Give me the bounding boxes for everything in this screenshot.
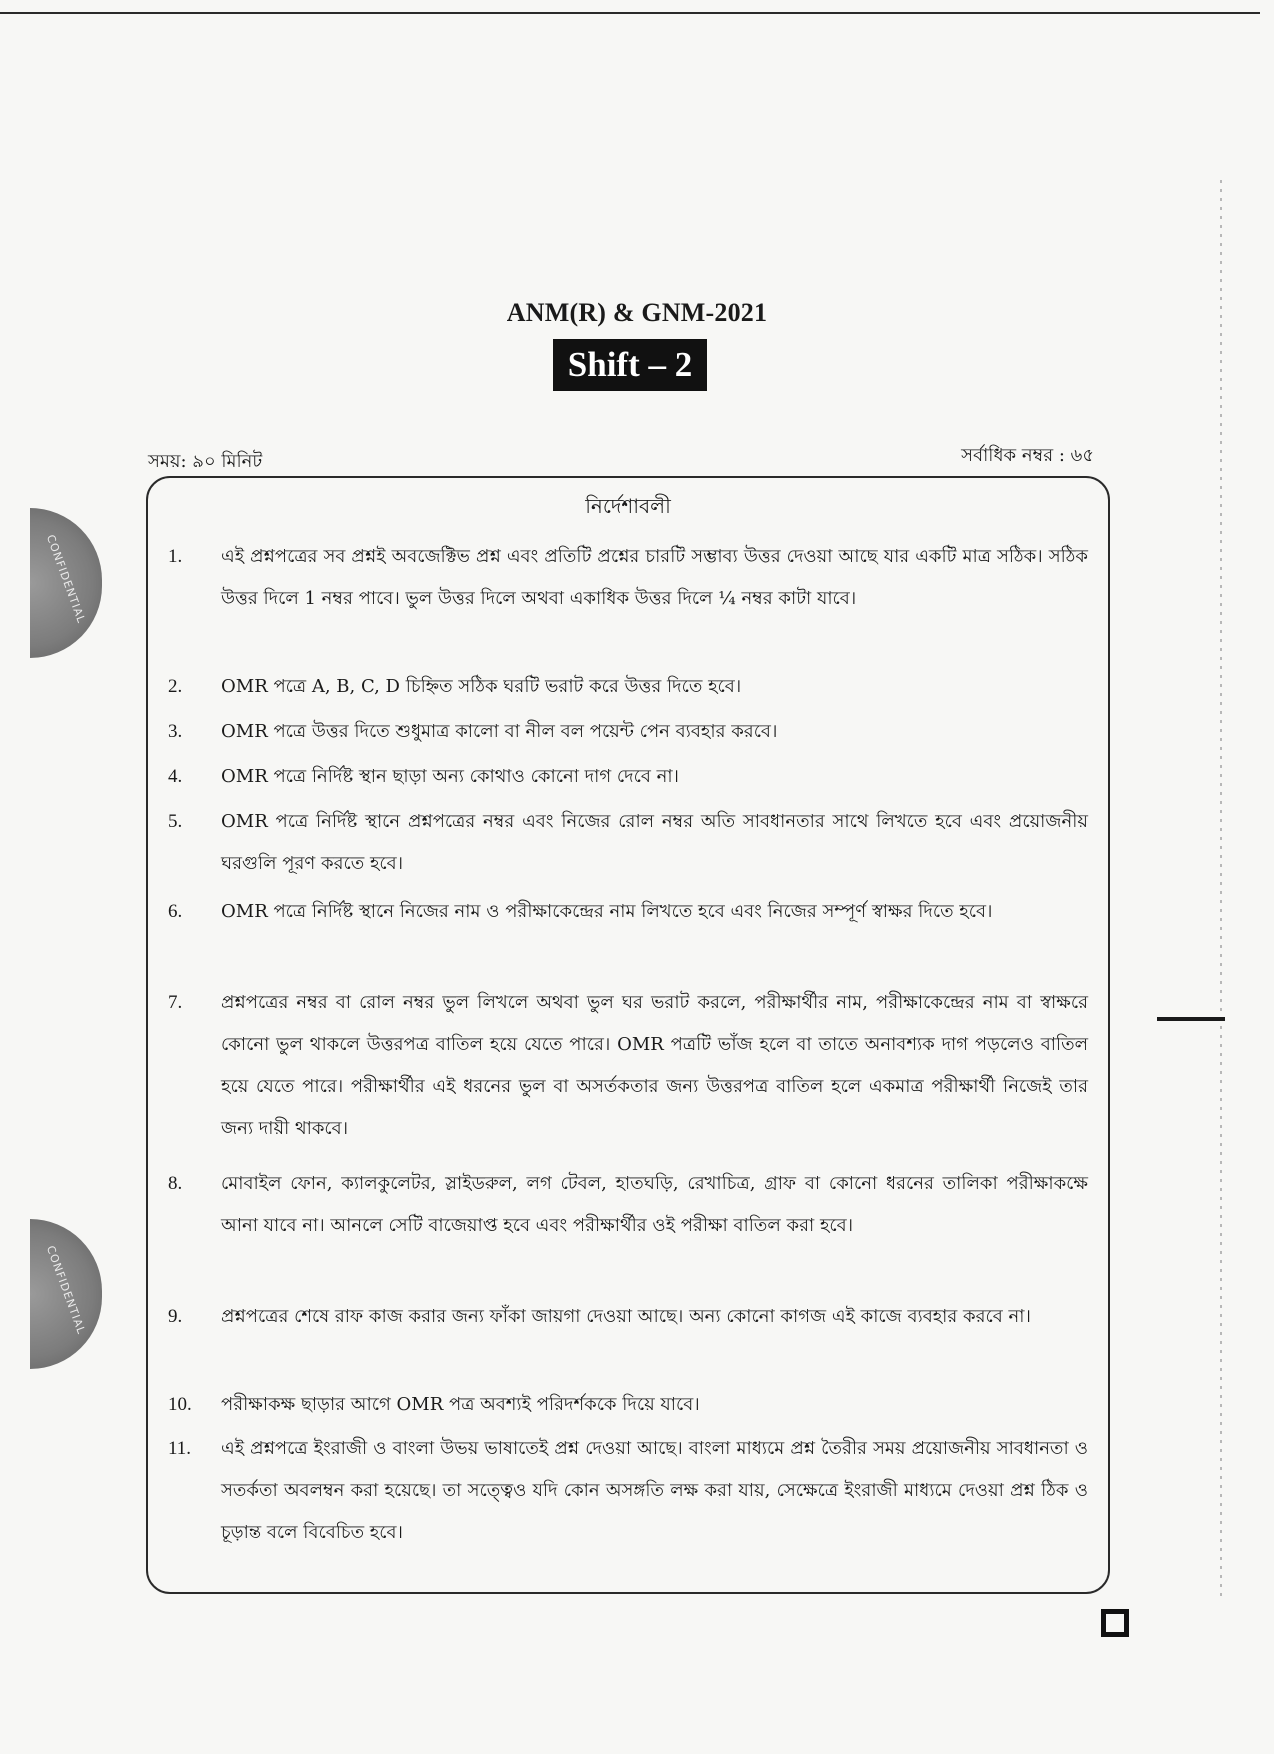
instruction-item — [168, 756, 1088, 798]
instruction-item — [168, 982, 1088, 1150]
instruction-number: 3. — [168, 721, 183, 742]
instruction-number: 4. — [168, 766, 183, 787]
instruction-text: এই প্রশ্নপত্রে ইংরাজী ও বাংলা উভয় ভাষাতেই প্রশ্ন দেওয়া আছে। বাংলা মাধ্যমে প্রশ্ন তৈরীর সময় প্রয়োজনীয় সাবধানতা ও সতর্কতা অবলম্বন করা হয়েছে। তা সত্ত্বেও যদি কোন অসঙ্গতি লক্ষ করা যায়, সেক্ষেত্রে ইংরাজী মাধ্যমে দেওয়া প্রশ্ন ঠিক ও চূড়ান্ত বলে বিবেচিত হবে। — [221, 1438, 1088, 1543]
instruction-number: 6. — [168, 901, 183, 922]
instruction-text: এই প্রশ্নপত্রের সব প্রশ্নই অবজেক্টিভ প্রশ্ন এবং প্রতিটি প্রশ্নের চারটি সম্ভাব্য উত্তর দেওয়া আছে যার একটি মাত্র সঠিক। সঠিক উত্তর দিলে 1 নম্বর পাবে। ভুল উত্তর দিলে অথবা একাধিক উত্তর দিলে ¼ নম্বর কাটা যাবে। — [221, 546, 1088, 609]
instruction-text: পরীক্ষাকক্ষ ছাড়ার আগে OMR পত্র অবশ্যই পরিদর্শককে দিয়ে যাবে। — [221, 1394, 700, 1415]
time-label: সময়: ৯০ মিনিট — [148, 451, 263, 472]
instruction-text: OMR পত্রে নির্দিষ্ট স্থান ছাড়া অন্য কোথাও কোনো দাগ দেবে না। — [221, 766, 679, 787]
confidential-stamp-bottom — [30, 1219, 102, 1369]
instruction-item — [168, 536, 1088, 620]
instruction-item — [168, 711, 1088, 753]
instruction-text: প্রশ্নপত্রের শেষে রাফ কাজ করার জন্য ফাঁকা জায়গা দেওয়া আছে। অন্য কোনো কাগজ এই কাজে ব্যবহার করবে না। — [221, 1306, 1031, 1327]
shift-badge: Shift – 2 — [553, 339, 707, 391]
instruction-text: মোবাইল ফোন, ক্যালকুলেটর, স্লাইডরুল, লগ টেবল, হাতঘড়ি, রেখাচিত্র, গ্রাফ বা কোনো ধরনের তালিকা পরীক্ষাকক্ষে আনা যাবে না। আনলে সেটি বাজেয়াপ্ত হবে এবং পরীক্ষার্থীর ওই পরীক্ষা বাতিল করা হবে। — [221, 1173, 1088, 1236]
instruction-number: 11. — [168, 1438, 192, 1459]
exam-title: ANM(R) & GNM-2021 — [506, 298, 768, 327]
instruction-number: 5. — [168, 811, 183, 832]
instructions-heading: নির্দেশাবলী — [585, 494, 671, 518]
instruction-number: 2. — [168, 676, 183, 697]
max-marks-label: সর্বাধিক নম্বর : ৬৫ — [961, 445, 1094, 466]
instruction-number: 7. — [168, 992, 183, 1013]
instruction-number: 1. — [168, 546, 183, 567]
instruction-item — [168, 1428, 1088, 1554]
instruction-number: 9. — [168, 1306, 183, 1327]
stamp-label: CONFIDENTIAL — [43, 1244, 88, 1337]
instruction-text: OMR পত্রে উত্তর দিতে শুধুমাত্র কালো বা নীল বল পয়েন্ট পেন ব্যবহার করবে। — [221, 721, 778, 742]
instructions-box — [146, 476, 1110, 1594]
stamp-label: CONFIDENTIAL — [43, 533, 88, 626]
instruction-item — [168, 801, 1088, 885]
top-rule — [0, 12, 1260, 14]
instruction-item — [168, 666, 1088, 708]
instruction-number: 10. — [168, 1394, 192, 1415]
edge-mark — [1157, 1017, 1225, 1021]
instruction-item — [168, 1384, 1088, 1426]
instruction-text: OMR পত্রে A, B, C, D চিহ্নিত সঠিক ঘরটি ভরাট করে উত্তর দিতে হবে। — [221, 676, 742, 697]
scan-edge-speckle — [1220, 180, 1222, 1600]
confidential-stamp-top — [30, 508, 102, 658]
instruction-text: OMR পত্রে নির্দিষ্ট স্থানে প্রশ্নপত্রের নম্বর এবং নিজের রোল নম্বর অতি সাবধানতার সাথে লিখতে হবে এবং প্রয়োজনীয় ঘরগুলি পূরণ করতে হবে। — [221, 811, 1088, 874]
instruction-number: 8. — [168, 1173, 183, 1194]
instruction-item — [168, 1296, 1088, 1338]
instruction-item — [168, 1163, 1088, 1247]
instruction-text: OMR পত্রে নির্দিষ্ট স্থানে নিজের নাম ও পরীক্ষাকেন্দ্রের নাম লিখতে হবে এবং নিজের সম্পূর্ণ স্বাক্ষর দিতে হবে। — [221, 901, 993, 922]
instruction-text: প্রশ্নপত্রের নম্বর বা রোল নম্বর ভুল লিখলে অথবা ভুল ঘর ভরাট করলে, পরীক্ষার্থীর নাম, পরীক্ষাকেন্দ্রের নাম বা স্বাক্ষরে কোনো ভুল থাকলে উত্তরপত্র বাতিল হয়ে যেতে পারে। OMR পত্রটি ভাঁজ হলে বা তাতে অনাবশ্যক দাগ পড়লেও বাতিল হয়ে যেতে পারে। পরীক্ষার্থীর এই ধরনের ভুল বা অসর্তকতার জন্য উত্তরপত্র বাতিল হলে একমাত্র পরীক্ষার্থী নিজেই তার জন্য দায়ী থাকবে। — [221, 992, 1088, 1139]
instruction-item — [168, 891, 1088, 933]
footer-square-marker — [1101, 1609, 1129, 1637]
